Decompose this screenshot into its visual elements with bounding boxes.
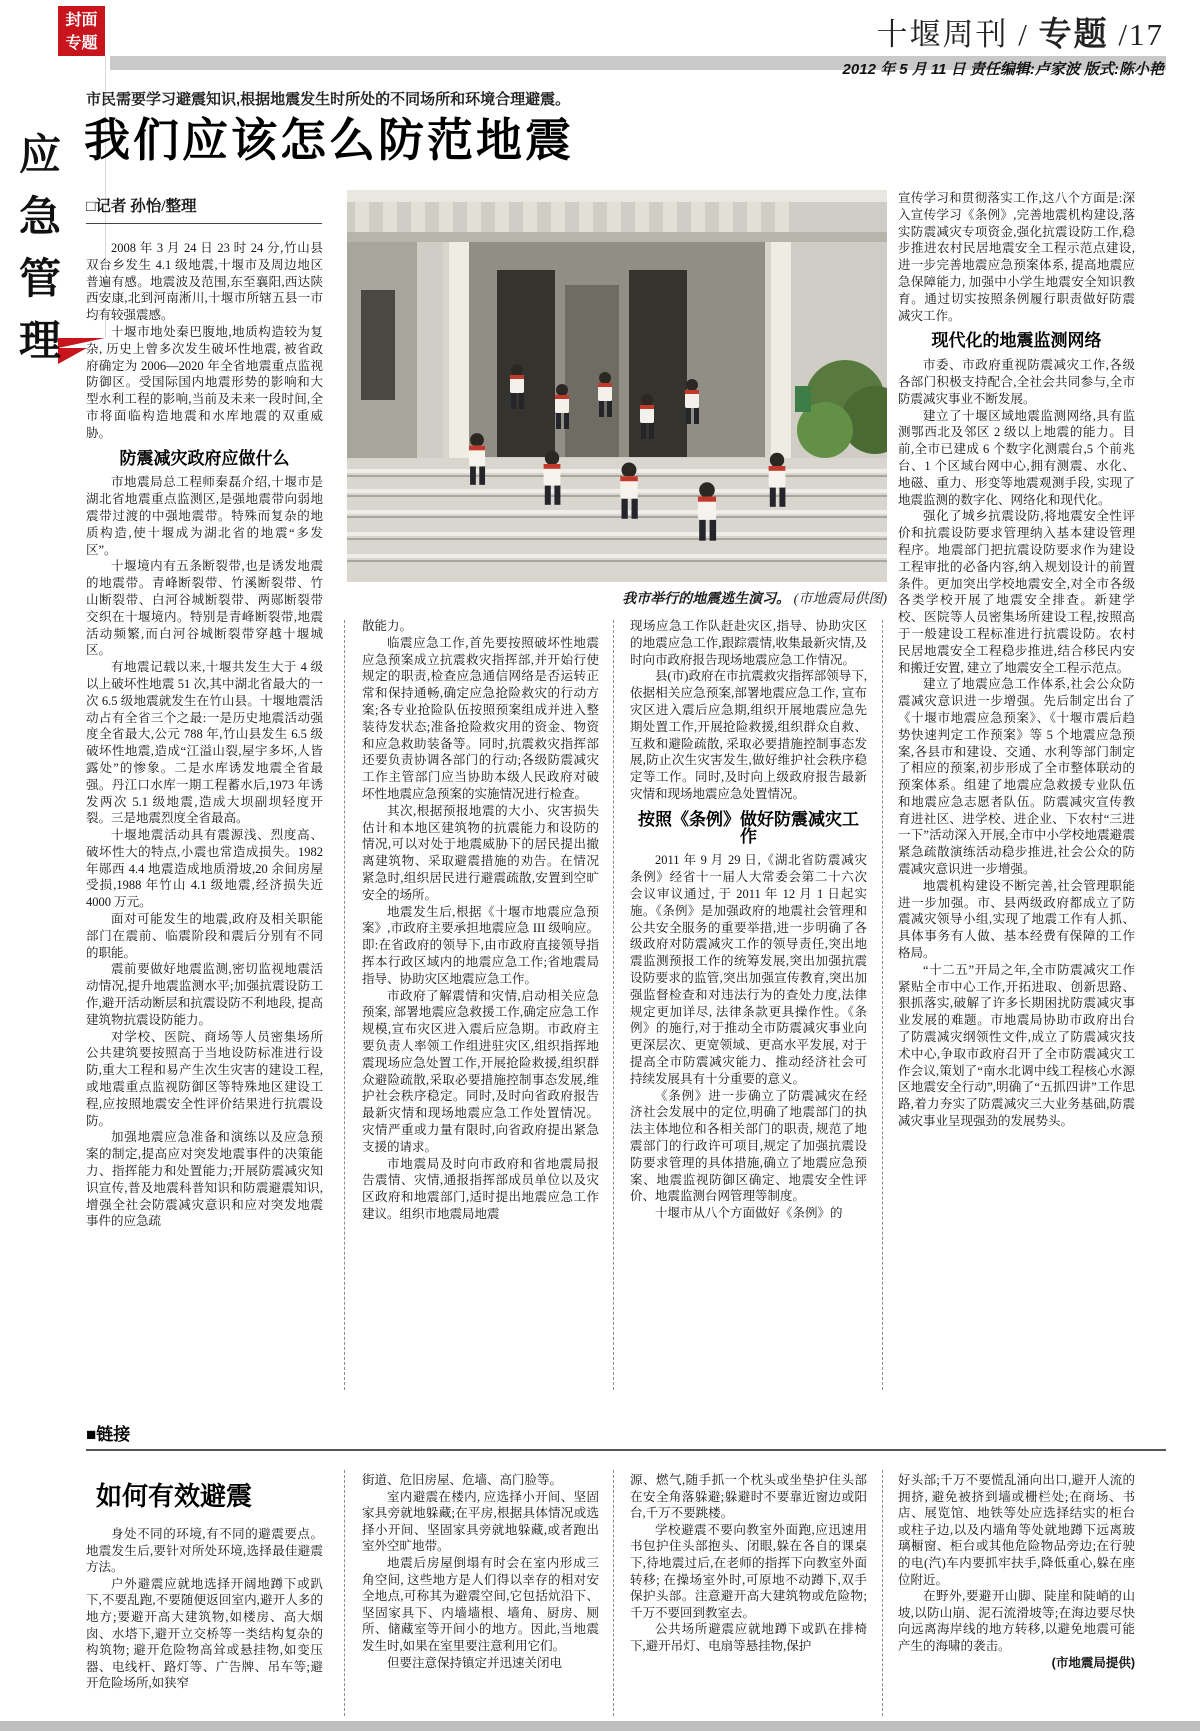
article-byline: □记者 孙怡/整理 [86, 194, 322, 224]
photo-earthquake-drill [347, 190, 887, 582]
paragraph: 震前要做好地震监测,密切监视地震活动情况,提升地震监测水平;加强抗震设防工作,避开活动断层和抗震设防不利地段, 提高建筑物抗震设防能力。 [86, 962, 323, 1027]
link-credit: (市地震局提供) [1051, 1655, 1135, 1670]
paragraph: 建立了地震应急工作体系,社会公众防震减灾意识进一步增强。先后制定出台了《十堰市地震应急预案》、《十堰市震后趋势快速判定工作预案》等 5 个地震应急预案,各县市和建设、交通、水利等部门制定了相应的预案,初步形成了全市整体联动的预案体系。组建了地震应急救援专业队伍和地震应急志愿者队伍。防震减灾宣传教育进社区、进学校、进企业、下农村“三进一下”活动深入开展,全市中小学校地震避震紧急疏散演练活动稳步推进,社会公众的防震减灾意识进一步增强。 [898, 677, 1135, 877]
section-name: 专题 [1038, 17, 1109, 53]
paragraph: 面对可能发生的地震,政府及相关职能部门在震前、临震阶段和震后分别有不同的职能。 [86, 912, 323, 960]
paragraph: 地震后房屋倒塌有时会在室内形成三角空间, 这些地方是人们得以幸存的相对安全地点,可称其为避震空间,它包括炕沿下、坚固家具下、内墙墙根、墙角、厨房、厕所、储藏室等开间小的地方。因此,当地震发生时,如果在室里要注意利用它们。 [362, 1555, 599, 1653]
masthead-right [843, 8, 1164, 79]
column-separator [613, 1470, 614, 1716]
article-column-1 [86, 240, 323, 1390]
paragraph: 室内避震在楼内, 应选择小开间、坚固家具旁就地躲藏;在平房,根据具体情况或选择小开间、坚固家具旁就地躲藏,或者跑出室外空旷地带。 [362, 1489, 599, 1554]
cover-special-badge [58, 6, 105, 56]
paragraph: 2008 年 3 月 24 日 23 时 24 分,竹山县双台乡发生 4.1 级地震,十堰市及周边地区普遍有感。地震波及范围,东至襄阳,西达陕西安康,北到河南淅川,十堰市所辖五县一市均有较强震感。 [86, 241, 323, 323]
photo-caption [347, 588, 887, 608]
paragraph: 对学校、医院、商场等人员密集场所公共建筑要按照高于当地设防标准进行设防,重大工程和易产生次生灾害的建设工程,或地震重点监视防御区等特殊地区建设工程,应按照地震安全性评价结果进行抗震设防。 [86, 1029, 323, 1128]
paragraph: 地震发生后,根据《十堰市地震应急预案》,市政府主要承担地震应急 III 级响应。即:在省政府的领导下,由市政府直接领导指挥本行政区域内的地震应急工作;省地震局指导、协助灾区地震应急工作。 [362, 904, 599, 986]
paragraph: 强化了城乡抗震设防,将地震安全性评价和抗震设防要求管理纳入基本建设管理程序。地震部门把抗震设防要求作为建设工程审批的必备内容,纳入规划设计的前置条件。更加突出学校地震安全,对全市各级各类学校开展了地震安全排查。新建学校、医院等人员密集场所建设工程,按照高于一般建设工程标准进行抗震设防。农村民居地震安全工程稳步推进,结合移民内安和搬迁安置, 建立了地震安全工程示范点。 [898, 509, 1135, 675]
paragraph: 现场应急工作队赶赴灾区,指导、协助灾区的地震应急工作,跟踪震情,收集最新灾情,及时向市政府报告现场地震应急工作情况。 [630, 619, 867, 667]
link-article-title: 如何有效避震 [96, 1481, 253, 1511]
page-number: /17 [1108, 17, 1164, 52]
caption-text: 我市举行的地震逃生演习。 [622, 592, 791, 607]
paragraph: 十堰市从八个方面做好《条例》的 [655, 1206, 843, 1221]
link-column-1 [86, 1526, 323, 1716]
subhead-monitoring-network: 现代化的地震监测网络 [931, 331, 1102, 351]
link-column-3 [630, 1472, 867, 1716]
link-section-label: ■链接 [86, 1425, 131, 1444]
paragraph: 市地震局及时向市政府和省地震局报告震情、灾情,通报指挥部成员单位以及灾区政府和地震部门,适时提出地震应急工作建议。组织市地震局地震 [362, 1156, 599, 1221]
paragraph: 市地震局总工程师秦磊介绍,十堰市是湖北省地震重点监测区,是强地震带向弱地震带过渡的中强地震带。特殊而复杂的地质构造,使十堰成为湖北省的地震“多发区”。 [86, 475, 323, 557]
paragraph: 在野外,要避开山脚、陡崖和陡峭的山坡,以防山崩、泥石流滑坡等;在海边要尽快向远离海岸线的地方转移,以避免地震可能产生的海啸的袭击。 [898, 1589, 1135, 1653]
paragraph: 2011 年 9 月 29 日,《湖北省防震减灾条例》经省十一届人大常委会第二十六次会议审议通过, 于 2011 年 12 月 1 日起实施。《条例》是加强政府的地震社会管理和公共安全服务的重要举措,进一步明确了各级政府对防震减灾工作的领导责任,突出地震监测预报工作的统筹发展,突出加强抗震设防要求的监管,突出加强宣传教育,突出加强监督检查和对违法行为的查处力度,法律规定更加详尽, 法律条款更具操作性。《条例》的施行,对于推动全市防震减灾事业向更深层次、更宽领域、更高水平发展, 对于提高全市防震减灾能力、推动经济社会可持续发展具有十分重要的意义。 [630, 853, 867, 1086]
paragraph: “十二五”开局之年,全市防震减灾工作紧贴全市中心工作,开拓进取、创新思路、狠抓落实,破解了许多长期困扰防震减灾事业发展的难题。市地震局协助市政府出台了防震减灾纲领性文件,成立了防震减灾技术中心,争取市政府召开了全市防震减灾工作会议,策划了“南水北调中线工程核心水源区地震安全行动”,明确了“五抓四讲”工作思路,着力夯实了防震减灾三大业务基础,防震减灾事业呈现强劲的发展势头。 [898, 962, 1135, 1129]
dateline: 2012 年 5 月 11 日 责任编辑:卢家波 版式:陈小艳 [842, 61, 1164, 78]
paragraph: 十堰境内有五条断裂带,也是诱发地震的地震带。青峰断裂带、竹溪断裂带、竹山断裂带、白河谷城断裂带、两郧断裂带交织在十堰境内。特别是青峰断裂带,地震活动频繁,而白河谷城断裂带穿越十堰城区。 [86, 559, 323, 658]
link-column-4 [898, 1472, 1135, 1716]
paper-name: 十堰周刊 / [876, 17, 1039, 52]
paragraph: 十堰地震活动具有震源浅、烈度高、破坏性大的特点,小震也常造成损失。1982 年郧西 4.4 地震造成地质滑坡,20 余间房屋受损,1988 年竹山 4.1 级地震,经济损失近 4000 万元。 [86, 828, 323, 910]
column-separator [882, 1470, 883, 1716]
paragraph: 源、燃气,随手抓一个枕头或坐垫护住头部在安全角落躲避;躲避时不要靠近窗边或阳台,千万不要跳楼。 [630, 1473, 867, 1521]
photo-illustration [347, 190, 887, 582]
article-column-4 [898, 190, 1135, 1392]
paragraph: 建立了十堰区域地震监测网络,具有监测鄂西北及邻区 2 级以上地震的能力。目前,全市已建成 6 个数字化测震台,5 个前兆台、1 个区域台网中心,拥有测震、水化、地磁、重力、形变等地震观测手段, 实现了地震监测的数字化、网络化和现代化。 [898, 408, 1135, 507]
link-column-2 [362, 1472, 599, 1716]
paragraph: 身处不同的环境,有不同的避震要点。地震发生后,要针对所处环境,选择最佳避震方法。 [86, 1527, 323, 1575]
section-vertical-title: 应急管理 [13, 132, 59, 380]
page-bottom-bar [0, 1721, 1200, 1731]
article-title: 我们应该怎么防范地震 [84, 115, 574, 166]
paragraph: 市委、市政府重视防震减灾工作,各级各部门积极支持配合,全社会共同参与,全市防震减灾事业不断发展。 [898, 358, 1135, 406]
paragraph: 宣传学习和贯彻落实工作,这八个方面是:深入宣传学习《条例》,完善地震机构建设,落实防震减灾专项资金,强化抗震设防工作,稳步推进农村民居地震安全工程示范点建设,进一步完善地震应急预案体系, 提高地震应急保障能力, 加强中小学生地震安全知识教育。通过切实按照条例履行职责做好防震减灾工作。 [898, 191, 1135, 323]
paragraph: 市政府了解震情和灾情,启动相关应急预案, 部署地震应急救援工作,确定应急工作规模,宣布灾区进入震后应急期。市政府主要负责人率领工作组进驻灾区,组织指挥地震现场应急处置工作,开展抢险救援,组织群众避险疏散,采取必要措施控制事态发展,维护社会秩序稳定。同时,及时向省政府报告最新灾情和现场地震应急工作处置情况。灾情严重或力量有限时,向省政府提出紧急支援的请求。 [362, 988, 599, 1154]
column-separator [344, 1470, 345, 1716]
article-kicker: 市民需要学习避震知识,根据地震发生时所处的不同场所和环境合理避震。 [86, 91, 571, 108]
paragraph: 其次,根据预报地震的大小、灾害损失估计和本地区建筑物的抗震能力和设防的情况,可以对处于地震威胁下的居民提出撤离建筑物、采取避震措施的劝告。在情况紧急时,组织居民进行避震疏散,安置到空旷安全的场所。 [362, 803, 599, 902]
article-column-2 [362, 618, 599, 1392]
column-separator [613, 620, 614, 1390]
paper-title-line [843, 8, 1164, 55]
paragraph: 地震机构建设不断完善,社会管理职能进一步加强。市、县两级政府都成立了防震减灾领导小组,实现了地震工作有人抓、具体事务有人做、基本经费有保障的工作格局。 [898, 878, 1135, 961]
subhead-regulation: 按照《条例》做好防震减灾工作 [638, 809, 859, 846]
paragraph: 临震应急工作,首先要按照破坏性地震应急预案成立抗震救灾指挥部,并开始行使规定的职责,检查应急通信网络是否运转正常和保持通畅,确定应急抢险救灾的行动方案;各专业抢险队伍按照预案组成并进入整装待发状态;准备抢险救灾用的资金、物资和应急救助装备等。同时,抗震救灾指挥部还要负责协调各部门的行动;各级防震减灾工作主管部门应当协助本级人民政府对破坏性地震应急预案的实施情况进行检查。 [362, 635, 599, 801]
paragraph: 好头部;千万不要慌乱涌向出口,避开人流的拥挤, 避免被挤到墙或栅栏处;在商场、书店、展览馆、地铁等处应选择结实的柜台或柱子边,以及内墙角等处就地蹲下远离玻璃橱窗、柜台或其他危险物品旁边;在行驶的电(汽)车内要抓牢扶手,降低重心,躲在座位附近。 [898, 1473, 1135, 1587]
article-column-3 [630, 618, 867, 1392]
paragraph: 加强地震应急准备和演练以及应急预案的制定,提高应对突发地震事件的决策能力、指挥能力和处置能力;开展防震减灾知识宣传,普及地震科普知识和防震避震知识,增强全社会防震减灾意识和应对突发地震事件的应急疏 [86, 1130, 323, 1229]
caption-credit: (市地震局供图) [793, 592, 887, 607]
paragraph: 散能力。 [362, 619, 413, 633]
subhead-government-duties: 防震减灾政府应做什么 [119, 448, 290, 468]
paragraph: 县(市)政府在市抗震救灾指挥部领导下,依据相关应急预案,部署地震应急工作, 宣布灾区进入震后应急期,组织开展地震应急先期处置工作,开展抢险救援,组织群众自救、互救和避险疏散, 采取必要措施控制事态发展,防止次生灾害发生,做好维护社会秩序稳定等工作。同时,及时向上级政府报告最新灾情和现场地震应急处置情况。 [630, 669, 867, 801]
paragraph: 户外避震应就地选择开阔地蹲下或趴下,不要乱跑,不要随便返回室内,避开人多的地方;要避开高大建筑物,如楼房、高大烟囱、水塔下,避开立交桥等一类结构复杂的构筑物; 避开危险物高耸或悬挂物,如变压器、电线杆、路灯等、广告牌、吊车等;避开危险场所,如狭窄 [86, 1576, 323, 1691]
link-section-rule [86, 1449, 1166, 1451]
paragraph: 有地震记载以来,十堰共发生大于 4 级以上破坏性地震 51 次,其中湖北省最大的一次 6.5 级地震就发生在竹山县。十堰地震活动占有全省三个之最:一是历史地震活动强度全省最大,公元 788 年,竹山县发生 6.5 级破坏性地震,造成“江溢山裂,屋宇多坏,人皆露处”的惨象。二是水库诱发地震全省最强。丹江口水库一期工程蓄水后,1973 年诱发两次 5.1 级地震,造成大坝副坝轻度开裂。三是地震烈度全省最高。 [86, 660, 323, 826]
paragraph: 街道、危旧房屋、危墙、高门脸等。 [362, 1473, 563, 1487]
badge-line1: 封面 [65, 12, 98, 29]
paragraph: 公共场所避震应就地蹲下或趴在排椅下,避开吊灯、电扇等悬挂物,保护 [630, 1622, 867, 1653]
column-separator [882, 620, 883, 1390]
paragraph: 学校避震不要向教室外面跑,应迅速用书包护住头部抱头、闭眼,躲在各自的课桌下,待地震过后,在老师的指挥下向教室外面转移; 在操场室外时,可原地不动蹲下,双手保护头部。注意避开高大建筑物或危险物;千万不要回到教室去。 [630, 1522, 867, 1620]
paragraph: 《条例》进一步确立了防震减灾在经济社会发展中的定位,明确了地震部门的执法主体地位和各相关部门的职责, 规范了地震部门的行政许可项目,规定了加强抗震设防要求管理的具体措施,确立了地震应急预案、地震监视防御区确定、地震安全性评价、地震监测台网管理等制度。 [630, 1088, 867, 1204]
paragraph: 十堰市地处秦巴腹地,地质构造较为复杂, 历史上曾多次发生破坏性地震, 被省政府确定为 2006—2020 年全省地震重点监视防御区。受国际国内地震形势的影响和大型水利工程的影响,当前及未来一段时间,全市将面临构造地震和水库地震的双重威胁。 [86, 324, 323, 440]
paragraph: 但要注意保持镇定并迅速关闭电 [387, 1655, 563, 1670]
badge-line2: 专题 [65, 35, 98, 52]
column-separator [344, 620, 345, 1390]
